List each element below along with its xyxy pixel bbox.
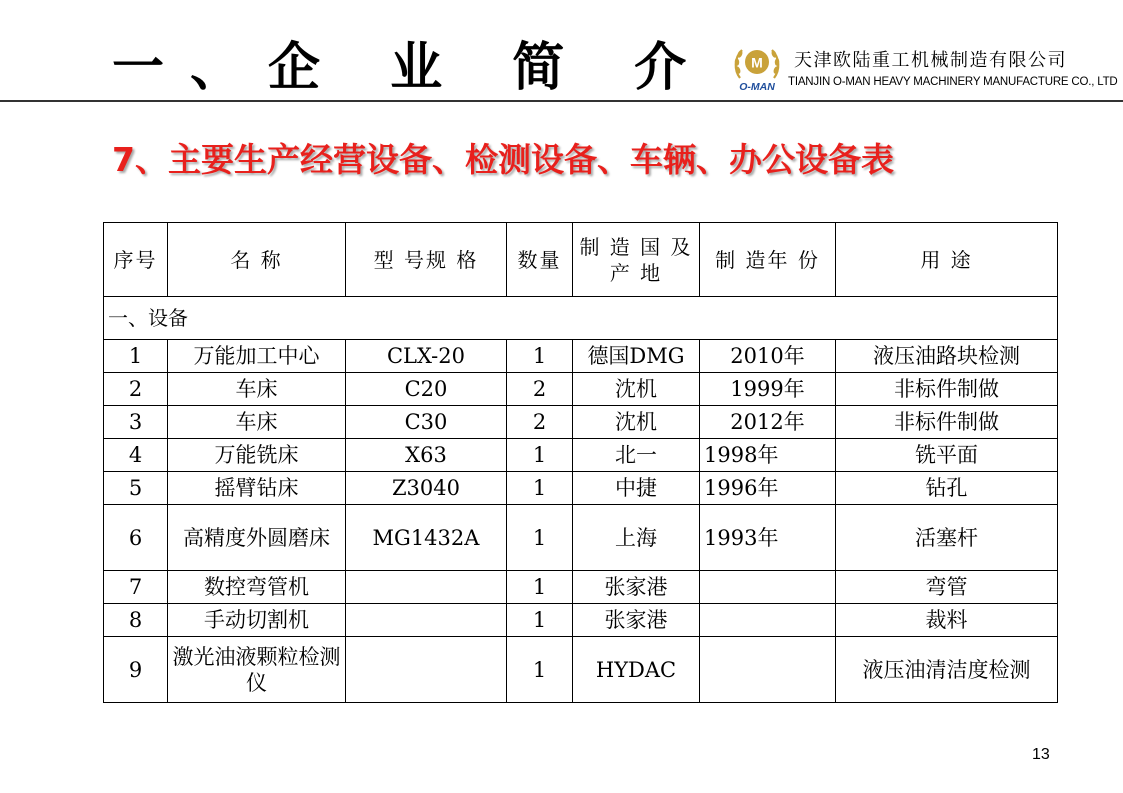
cell-usage: 活塞杆: [836, 505, 1058, 571]
cell-usage: 非标件制做: [836, 406, 1058, 439]
table-row: [104, 637, 1058, 703]
cell-index: 2: [104, 373, 168, 406]
cell-name: 高精度外圆磨床: [168, 505, 346, 571]
cell-year: 2010年: [700, 340, 836, 373]
table-row: [104, 472, 1058, 505]
cell-usage: 非标件制做: [836, 373, 1058, 406]
group-label: 一、设备: [104, 297, 1058, 340]
cell-origin: 沈机: [573, 373, 700, 406]
cell-origin: 北一: [573, 439, 700, 472]
cell-quantity: 2: [507, 373, 573, 406]
cell-origin: 德国DMG: [573, 340, 700, 373]
cell-index: 7: [104, 571, 168, 604]
cell-quantity: 1: [507, 571, 573, 604]
cell-year: 2012年: [700, 406, 836, 439]
cell-quantity: 1: [507, 604, 573, 637]
cell-usage: 液压油清洁度检测: [836, 637, 1058, 703]
cell-year: 1993年: [700, 505, 836, 571]
cell-origin: 上海: [573, 505, 700, 571]
section-title: 7、主要生产经营设备、检测设备、车辆、办公设备表: [112, 140, 894, 179]
cell-index: 3: [104, 406, 168, 439]
cell-model: Z3040: [346, 472, 507, 505]
cell-origin: 张家港: [573, 604, 700, 637]
cell-model: CLX-20: [346, 340, 507, 373]
table-header-row: [104, 223, 1058, 297]
cell-quantity: 1: [507, 505, 573, 571]
cell-index: 8: [104, 604, 168, 637]
logo-letter: M: [751, 54, 763, 71]
cell-usage: 铣平面: [836, 439, 1058, 472]
column-header-index: 序号: [104, 223, 168, 297]
company-logo-icon: [730, 40, 784, 94]
cell-model: MG1432A: [346, 505, 507, 571]
cell-name: 激光油液颗粒检测仪: [168, 637, 346, 703]
table-row: [104, 406, 1058, 439]
cell-usage: 裁料: [836, 604, 1058, 637]
page-number: 13: [1032, 746, 1050, 763]
table-row: [104, 604, 1058, 637]
cell-model: [346, 604, 507, 637]
cell-origin: 中捷: [573, 472, 700, 505]
cell-origin: 张家港: [573, 571, 700, 604]
cell-name: 摇臂钻床: [168, 472, 346, 505]
table-row: [104, 373, 1058, 406]
cell-name: 数控弯管机: [168, 571, 346, 604]
cell-index: 1: [104, 340, 168, 373]
logo-text: O-MAN: [739, 81, 775, 93]
table-row: [104, 340, 1058, 373]
header-divider: [0, 100, 1123, 102]
cell-quantity: 1: [507, 637, 573, 703]
cell-usage: 液压油路块检测: [836, 340, 1058, 373]
company-name-cn: 天津欧陆重工机械制造有限公司: [794, 50, 1067, 71]
table-row: [104, 571, 1058, 604]
cell-model: [346, 637, 507, 703]
cell-origin: 沈机: [573, 406, 700, 439]
column-header-model: 型 号规 格: [346, 223, 507, 297]
cell-usage: 钻孔: [836, 472, 1058, 505]
cell-model: X63: [346, 439, 507, 472]
cell-index: 5: [104, 472, 168, 505]
cell-model: C20: [346, 373, 507, 406]
cell-model: [346, 571, 507, 604]
cell-quantity: 1: [507, 439, 573, 472]
cell-model: C30: [346, 406, 507, 439]
cell-name: 车床: [168, 406, 346, 439]
cell-year: [700, 604, 836, 637]
column-header-usage: 用 途: [836, 223, 1058, 297]
table-row: [104, 505, 1058, 571]
cell-year: [700, 637, 836, 703]
equipment-table: [103, 222, 1058, 703]
column-header-name: 名 称: [168, 223, 346, 297]
page-title: 一、企 业 简 介: [112, 38, 713, 98]
cell-index: 6: [104, 505, 168, 571]
cell-name: 万能加工中心: [168, 340, 346, 373]
cell-year: 1999年: [700, 373, 836, 406]
cell-usage: 弯管: [836, 571, 1058, 604]
cell-index: 4: [104, 439, 168, 472]
table-group-row: [104, 297, 1058, 340]
cell-quantity: 1: [507, 472, 573, 505]
cell-year: [700, 571, 836, 604]
company-name-en: TIANJIN O-MAN HEAVY MACHINERY MANUFACTURE CO., LTD: [788, 76, 1118, 88]
cell-name: 万能铣床: [168, 439, 346, 472]
column-header-year: 制 造年 份: [700, 223, 836, 297]
cell-name: 车床: [168, 373, 346, 406]
cell-year: 1996年: [700, 472, 836, 505]
cell-name: 手动切割机: [168, 604, 346, 637]
column-header-quantity: 数量: [507, 223, 573, 297]
cell-year: 1998年: [700, 439, 836, 472]
table-row: [104, 439, 1058, 472]
column-header-origin: 制 造 国 及 产 地: [573, 223, 700, 297]
cell-origin: HYDAC: [573, 637, 700, 703]
cell-quantity: 2: [507, 406, 573, 439]
cell-quantity: 1: [507, 340, 573, 373]
cell-index: 9: [104, 637, 168, 703]
